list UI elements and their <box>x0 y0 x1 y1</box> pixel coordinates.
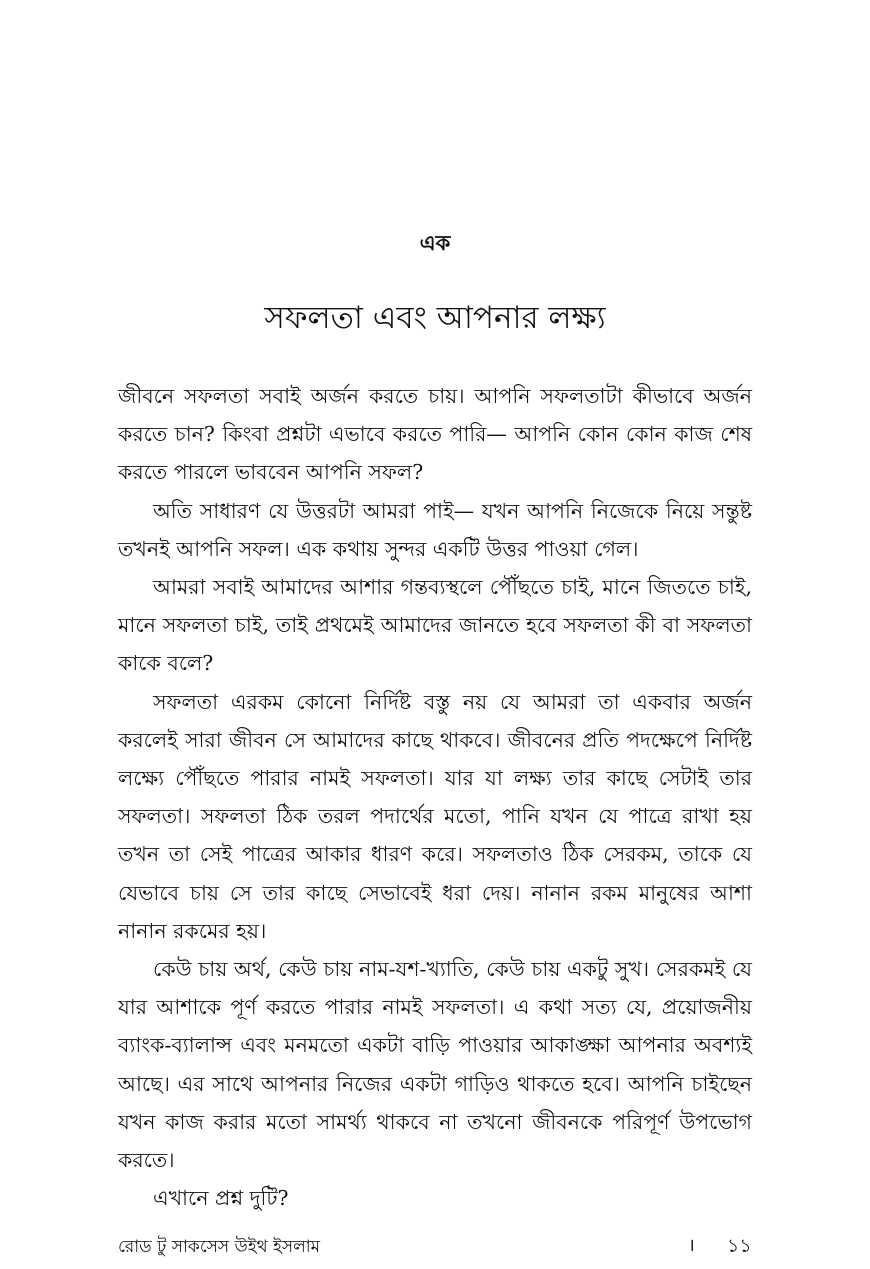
footer-separator: । <box>688 1235 695 1256</box>
paragraph: অতি সাধারণ যে উত্তরটা আমরা পাই— যখন আপনি নিজেকে নিয়ে সন্তুষ্ট তখনই আপনি সফল। এক কথায় সুন্দর একটি উত্তর পাওয়া গেল। <box>118 498 752 561</box>
paragraph: এখানে প্রশ্ন দুটি? <box>153 1186 289 1211</box>
paragraph: সফলতা এরকম কোনো নির্দিষ্ট বস্তু নয় যে আমরা তা একবার অর্জন করলেই সারা জীবন সে আমাদের কাছে থাকবে। জীবনের প্রতি পদক্ষেপে নির্দিষ্ট লক্ষ্যে পৌঁছতে পারার নামই সফলতা। যার যা লক্ষ্য তার কাছে সেটাই তার সফলতা। সফলতা ঠিক তরল পদার্থের মতো, পানি যখন যে পাত্রে রাখা হয় তখন তা সেই পাত্রের আকার ধারণ করে। সফলতাও ঠিক সেরকম, তাকে যে যেভাবে চায় সে তার কাছে সেভাবেই ধরা দেয়। নানান রকম মানুষের আশা নানান রকমের হয়। <box>118 689 752 943</box>
chapter-number: এক <box>419 230 451 255</box>
paragraph: কেউ চায় অর্থ, কেউ চায় নাম-যশ-খ্যাতি, কেউ চায় একটু সুখ। সেরকমই যে যার আশাকে পূর্ণ করতে পারার নামই সফলতা। এ কথা সত্য যে, প্রয়োজনীয় ব্যাংক-ব্যালান্স এবং মনমতো একটা বাড়ি পাওয়ার আকাঙ্ক্ষা আপনার অবশ্যই আছে। এর সাথে আপনার নিজের একটা গাড়িও থাকতে হবে। আপনি চাইছেন যখন কাজ করার মতো সামর্থ্য থাকবে না তখনো জীবনকে পরিপূর্ণ উপভোগ করতে। <box>118 957 752 1173</box>
body-text <box>118 377 752 1217</box>
paragraph: আমরা সবাই আমাদের আশার গন্তব্যস্থলে পৌঁছতে চাই, মানে জিততে চাই, মানে সফলতা চাই, তাই প্রথমেই আমাদের জানতে হবে সফলতা কী বা সফলতা কাকে বলে? <box>118 575 752 676</box>
chapter-title: সফলতা এবং আপনার লক্ষ্য <box>264 300 606 336</box>
paragraph: জীবনে সফলতা সবাই অর্জন করতে চায়। আপনি সফলতাটা কীভাবে অর্জন করতে চান? কিংবা প্রশ্নটা এভাবে করতে পারি— আপনি কোন কোন কাজ শেষ করতে পারলে ভাববেন আপনি সফল? <box>118 384 752 485</box>
page-number: ১১ <box>727 1235 752 1257</box>
footer-book-title: রোড টু সাকসেস উইথ ইসলাম <box>118 1237 321 1257</box>
